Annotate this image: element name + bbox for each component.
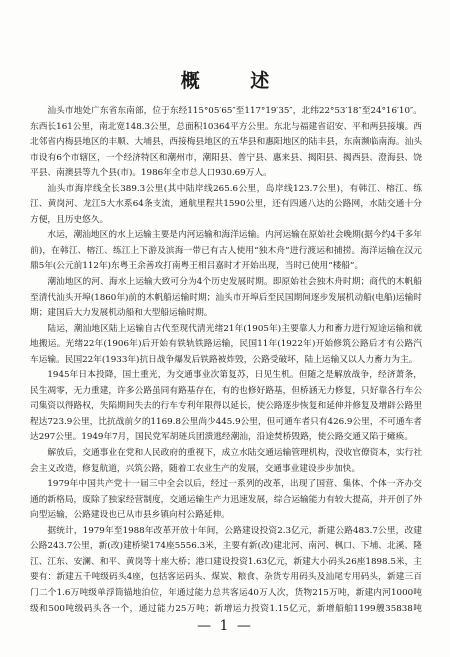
- paragraph: 据统计，1979年至1988年改革开放十年间，公路建设投资2.3亿元，新建公路483.7公里，改建公路243.7公里，新(改)建桥梁174座5556.3米，主要有新(改)建北河、南河、枫口、下埔、北溪、隆江、江东、安澜、和平、黄岗等十座大桥；港口建设投资1.63亿元，新建大小码头26座1898.5米，主要有：新建五千吨级码头4座，包括客运码头、煤炭、粮食、杂货专用码头及汕尾专用码头，新建三百门二个1.6万吨级单浮筒锚地泊位，年通过能力总共客运40万人次，货物215万吨，新建内河1000吨级和500吨级码头各一个，通过能力25万吨；新增运力投资1.15亿元，新增船舶1199艘35838吨: [30, 525, 422, 614]
- page-title: 概 述: [180, 70, 292, 92]
- page-number: — 1 —: [197, 618, 253, 634]
- body-text: [30, 104, 422, 614]
- paragraph: 1979年中国共产党十一届三中全会以后，经过一系列的改革，出现了国营、集体、个体一齐办交通的新格局，废除了独家经营制度，交通运输生产力迅速发展，综合运输能力有较大提高，并开创了外向型运输，公路建设也已从市县乡镇向村公路延伸。: [30, 479, 422, 521]
- paragraph: 汕头市地处广东省东南部，位于东经115°05′65″至117°19′35″，北纬22°53′18″至24°16′10″。东西长161公里，南北宽148.3公里，总面积10364平方公里。东北与福建省诏安、平和两县接壤。西北邻省内梅县地区的丰顺、大埔县，西接梅县地区的五华县和惠阳地区的陆丰县，东南濒临南海。汕头市设有6个市辖区，一个经济特区和潮州市，潮阳县、普宁县、惠来县、揭阳县、揭西县、澄海县、饶平县、南澳县等九个县(市)。1986年全市总人口930.69万人。: [30, 106, 422, 179]
- paragraph: 1945年日本投降，国土重光，为交通事业次第复苏，日见生机。但随之是解放战争，经济萧条，民生凋零，无力重建，许多公路虽同有路基存在，有的也修好路基，但桥涵无力修复，只好靠各行车公司集资以得路权，失陷期间失去的行车专利年限得以延长，使公路逐步恢复和延伸并修复及增辟公路里程达723.9公里，比抗战前夕的1169.8公里尚少445.9公里，但可通车者只有426.9公里，不可通车者达297公里。1949年7月，国民党军胡琏兵团溃逃经潮汕，沿途焚桥毁路，使公路交通又陷于瘫痪。: [30, 370, 422, 443]
- paragraph: 汕头市海岸线全长389.3公里(其中陆岸线265.6公里，岛岸线123.7公里)，有韩江、榕江、练江、黄岗河、龙江5大水系64条支流，通航里程共1590公里，还有四通八达的公路网，水陆交通十分方便，且历史悠久。: [30, 183, 422, 225]
- paragraph: 解放后，交通事业在党和人民政府的重视下，成立水陆交通运输管理机构，没收官僚资本，实行社会主义改造，修复航道，兴筑公路，随着工农业生产的发展，交通事业建设步步加快。: [30, 448, 422, 474]
- paragraph: 水运，潮汕地区的水上运输主要是内河运输和海洋运输。内河运输在原始社会晚期(据今约4千多年前)，在韩江、榕江、练江上下游及滨海一带已有古人使用“独木舟”进行渡运和捕捞。海洋运输在汉元鼎5年(公元前112年)东粤王余善攻打南粤王相吕嘉时才开始出现，当时已使用“楼船”。: [30, 230, 422, 272]
- paragraph: 潮汕地区的河、海水上运输大致可分为4个历史发展时期。即原始社会独木舟时期；商代的木帆船至清代汕头开埠(1860年)前的木帆船运输时期；汕头市开埠后至民国期间逐步发展机动船(电船)运输时期；建国后大力发展机动船和大型船运输时期。: [30, 277, 422, 319]
- paragraph: 陆运，潮汕地区陆上运输自古代至现代清光绪21年(1905年)主要靠人力和畜力进行短途运输和就地搬运。光绪22年(1906年)后开始有铁轨铁路运输，民国11年(1922年)开始修筑公路后才有公路汽车运输。民国22年(1933年)抗日战争爆发后铁路被炸毁，公路受破坏，陆上运输又以人力畜力为主。: [30, 323, 422, 365]
